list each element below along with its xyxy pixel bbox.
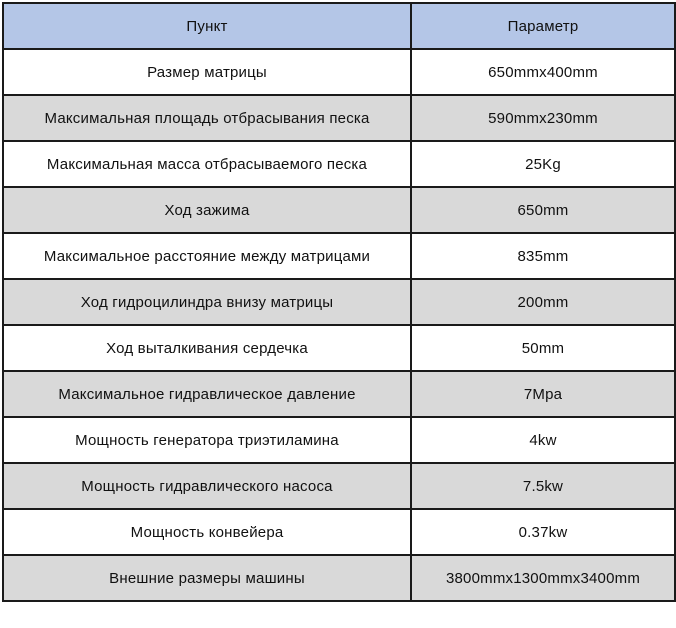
table-row xyxy=(3,141,675,187)
header-item: Пункт xyxy=(3,3,411,49)
parameter-cell: 835mm xyxy=(411,233,675,279)
table-row xyxy=(3,95,675,141)
item-cell: Максимальная площадь отбрасывания песка xyxy=(3,95,411,141)
spec-table xyxy=(2,2,676,602)
parameter-cell: 650mm xyxy=(411,187,675,233)
table-row xyxy=(3,187,675,233)
table-row xyxy=(3,279,675,325)
item-cell: Максимальное расстояние между матрицами xyxy=(3,233,411,279)
parameter-cell: 4kw xyxy=(411,417,675,463)
table-row xyxy=(3,371,675,417)
parameter-cell: 7.5kw xyxy=(411,463,675,509)
item-cell: Ход зажима xyxy=(3,187,411,233)
parameter-cell: 50mm xyxy=(411,325,675,371)
parameter-cell: 0.37kw xyxy=(411,509,675,555)
table-row xyxy=(3,49,675,95)
table-row xyxy=(3,417,675,463)
item-cell: Мощность конвейера xyxy=(3,509,411,555)
table-row xyxy=(3,325,675,371)
parameter-cell: 3800mmx1300mmx3400mm xyxy=(411,555,675,601)
header-parameter: Параметр xyxy=(411,3,675,49)
item-cell: Внешние размеры машины xyxy=(3,555,411,601)
parameter-cell: 650mmx400mm xyxy=(411,49,675,95)
table-row xyxy=(3,555,675,601)
item-cell: Ход выталкивания сердечка xyxy=(3,325,411,371)
parameter-cell: 200mm xyxy=(411,279,675,325)
parameter-cell: 590mmx230mm xyxy=(411,95,675,141)
item-cell: Мощность генератора триэтиламина xyxy=(3,417,411,463)
table-row xyxy=(3,463,675,509)
item-cell: Мощность гидравлического насоса xyxy=(3,463,411,509)
parameter-cell: 25Kg xyxy=(411,141,675,187)
item-cell: Размер матрицы xyxy=(3,49,411,95)
header-row xyxy=(3,3,675,49)
item-cell: Максимальная масса отбрасываемого песка xyxy=(3,141,411,187)
table-row xyxy=(3,233,675,279)
table-row xyxy=(3,509,675,555)
parameter-cell: 7Mpa xyxy=(411,371,675,417)
item-cell: Ход гидроцилиндра внизу матрицы xyxy=(3,279,411,325)
item-cell: Максимальное гидравлическое давление xyxy=(3,371,411,417)
